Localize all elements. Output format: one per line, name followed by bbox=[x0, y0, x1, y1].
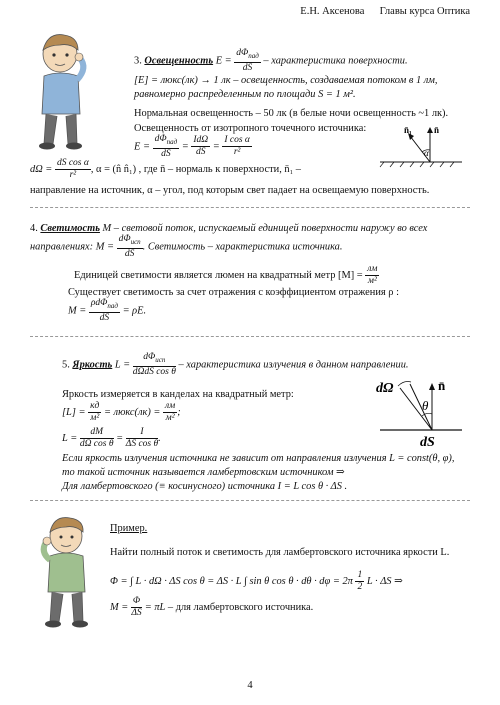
section-divider bbox=[30, 500, 470, 501]
formula-eq: = bbox=[116, 432, 124, 444]
reflection-formula bbox=[68, 298, 146, 324]
luminosity-unit bbox=[74, 264, 379, 287]
luminance-fraction-1: $\frac{dM}{\text{dΩ cos θ}}$ bbox=[79, 427, 114, 449]
frac-num: dΦ bbox=[143, 352, 156, 362]
section-number: 3. bbox=[134, 55, 142, 67]
definition-text: M – световой поток, испускаемый единицей поверхности наружу во всех bbox=[99, 223, 428, 234]
normal-label: n̄ bbox=[438, 378, 446, 393]
frac-sub: пад bbox=[166, 137, 178, 146]
unit-line-1 bbox=[134, 74, 438, 87]
section-divider bbox=[30, 207, 470, 208]
formula-end: ; bbox=[177, 406, 181, 418]
page-number: 4 bbox=[247, 680, 253, 691]
formula-lhs: L = bbox=[62, 432, 78, 444]
unit-text: Единицей светимости является люмен на квадратный метр [M] = bbox=[74, 269, 363, 281]
lambert-line-3: Для ламбертовского (≡ косинусного) источника I = L cos θ · ΔS . bbox=[62, 481, 348, 492]
alpha-label: α bbox=[424, 148, 429, 158]
fraction-2: $\frac{\text{IdΩ}}{dS}$ bbox=[193, 135, 209, 158]
header-course: Главы курса Оптика bbox=[379, 6, 470, 17]
formula-rhs: = ρE. bbox=[122, 305, 147, 317]
normal-illuminance-text: Нормальная освещенность – 50 лк (в белые ночи освещенность ~1 лк). bbox=[134, 108, 449, 119]
solid-angle-fraction: $\frac{\text{dS cos α}}{\text{r²}}$ bbox=[56, 158, 89, 180]
frac-sub: исп bbox=[130, 237, 141, 246]
thinking-boy-illustration bbox=[22, 28, 102, 153]
point-source-text: Освещенность от изотропного точечного источника: bbox=[134, 123, 367, 134]
section-title: Светимость bbox=[40, 223, 100, 234]
frac-den: dΩdS cos θ bbox=[132, 366, 176, 377]
fraction-1 bbox=[153, 134, 180, 160]
formula-lhs: E = bbox=[215, 55, 232, 67]
unit-line-2: равномерно распределенным по площади S = 1 м². bbox=[134, 89, 356, 100]
incidence-angle-diagram bbox=[372, 122, 464, 170]
frac-den: dS bbox=[99, 312, 110, 323]
section-number: 4. bbox=[30, 223, 38, 234]
flux-formula bbox=[110, 570, 403, 593]
luminance-fraction-2: $\frac{I}{\text{ΔS cos θ}}$ bbox=[125, 427, 159, 449]
point-source-formula: E = $\frac{d\Phi_{пад}}{dS}$ = $\frac{\text{IdΩ}}{dS}$ = $\frac{\text{I cos α}}{\text{r²}}$ bbox=[134, 134, 250, 159]
formula-pre: направлениях: M = bbox=[30, 241, 114, 253]
luminance-fraction bbox=[133, 352, 176, 378]
frac-den: dS bbox=[124, 248, 135, 259]
frac-sub: пад bbox=[107, 301, 118, 310]
luminance-diagram bbox=[370, 374, 466, 450]
page-header bbox=[300, 6, 470, 17]
lambert-line-1: Если яркость излучения источника не зависит от направления излучения L = const(θ, φ), bbox=[62, 453, 455, 464]
formula-lhs: dΩ = bbox=[30, 163, 53, 175]
formula-lhs: L = bbox=[114, 359, 131, 371]
frac-den: dS bbox=[161, 148, 171, 159]
example-task: Найти полный поток и светимость для ламбертовского источника яркости L. bbox=[110, 547, 450, 558]
unit-formula: [E] = люкс(лк) → 1 лк bbox=[134, 75, 231, 86]
direction-text: направление на источник, α – угол, под которым свет падает на освещаемую поверхность. bbox=[30, 185, 430, 196]
frac-sub: исп bbox=[155, 355, 166, 364]
formula-lhs: M = bbox=[68, 305, 87, 317]
reflection-text: Существует светимость за счет отражения с коэффициентом отражения ρ : bbox=[68, 287, 399, 298]
formula-post: . Светимость – характеристика источника. bbox=[142, 241, 343, 253]
n-label: n̄ bbox=[434, 125, 440, 135]
frac-num: ρdΦ bbox=[90, 298, 108, 308]
formula-lhs: [L] = bbox=[62, 406, 86, 418]
exitance-fraction: $\frac{\Phi}{\Delta S}$ bbox=[131, 596, 142, 618]
header-author: Е.Н. Аксенова bbox=[300, 6, 365, 17]
formula-text: – для ламбертовского источника. bbox=[165, 601, 314, 613]
luminance-formula bbox=[62, 427, 161, 450]
unit-text: – освещенность, создаваемая потоком в 1 лм, bbox=[230, 75, 438, 86]
frac-num: dΦ bbox=[236, 48, 249, 58]
section-title: Освещенность bbox=[144, 55, 214, 67]
frac-sub: пад bbox=[248, 51, 259, 60]
domega-label: dΩ bbox=[376, 381, 394, 396]
reflection-fraction bbox=[89, 298, 120, 324]
formula-lhs: E = bbox=[134, 141, 150, 153]
unit-fraction-1: $\frac{кд}{\text{м²}}$ bbox=[90, 401, 100, 423]
thinking-boy-illustration-2 bbox=[30, 512, 106, 632]
half-fraction: $\frac{1}{2}$ bbox=[357, 570, 363, 592]
formula-end: . bbox=[158, 432, 161, 444]
section-divider bbox=[30, 336, 470, 337]
formula-main: Φ = ∫ L · dΩ · ΔS cos θ = ΔS · L ∫ sin θ cos θ · dθ · dφ = 2π bbox=[110, 575, 353, 587]
formula-end: L · ΔS ⇒ bbox=[366, 575, 403, 587]
section-title: Яркость bbox=[72, 359, 113, 371]
illuminance-fraction bbox=[234, 48, 261, 74]
example-heading: Пример. bbox=[110, 523, 148, 534]
definition-text: – характеристика поверхности. bbox=[263, 55, 408, 67]
unit-fraction: $\frac{лм}{\text{м²}}$ bbox=[367, 264, 378, 286]
angle-definition: , α = (n̂ n̂₁) , где n̄ – нормаль к поверхности, n̄₁ – bbox=[90, 163, 301, 175]
frac-num: dΦ bbox=[118, 234, 131, 244]
section-number: 5. bbox=[62, 359, 70, 371]
ds-label: dS bbox=[420, 435, 435, 450]
formula-mid: = люкс(лк) = bbox=[103, 406, 161, 418]
luminosity-line-2 bbox=[30, 234, 342, 260]
luminance-heading bbox=[62, 352, 409, 378]
unit-fraction-2: $\frac{лм}{\text{м²}}$ bbox=[165, 401, 176, 423]
definition-text: – характеристика излучения в данном направлении. bbox=[178, 359, 409, 371]
n1-label: n̄₁ bbox=[404, 125, 412, 135]
formula-lhs: M = bbox=[110, 601, 129, 613]
exitance-formula bbox=[110, 596, 313, 619]
luminance-unit-formula bbox=[62, 401, 181, 424]
frac-den: dS bbox=[242, 62, 253, 73]
illuminance-heading bbox=[134, 48, 408, 74]
fraction-3: $\frac{\text{I cos α}}{\text{r²}}$ bbox=[224, 135, 250, 158]
frac-num: dΦ bbox=[154, 134, 167, 144]
lambert-line-2: то такой источник называется ламбертовским источником ⇒ bbox=[62, 467, 345, 478]
formula-rhs: = πL bbox=[144, 601, 166, 613]
solid-angle-formula bbox=[30, 158, 301, 181]
theta-label: θ bbox=[422, 398, 429, 413]
luminance-unit-text: Яркость измеряется в канделах на квадратный метр: bbox=[62, 389, 294, 400]
luminosity-fraction bbox=[117, 234, 143, 260]
